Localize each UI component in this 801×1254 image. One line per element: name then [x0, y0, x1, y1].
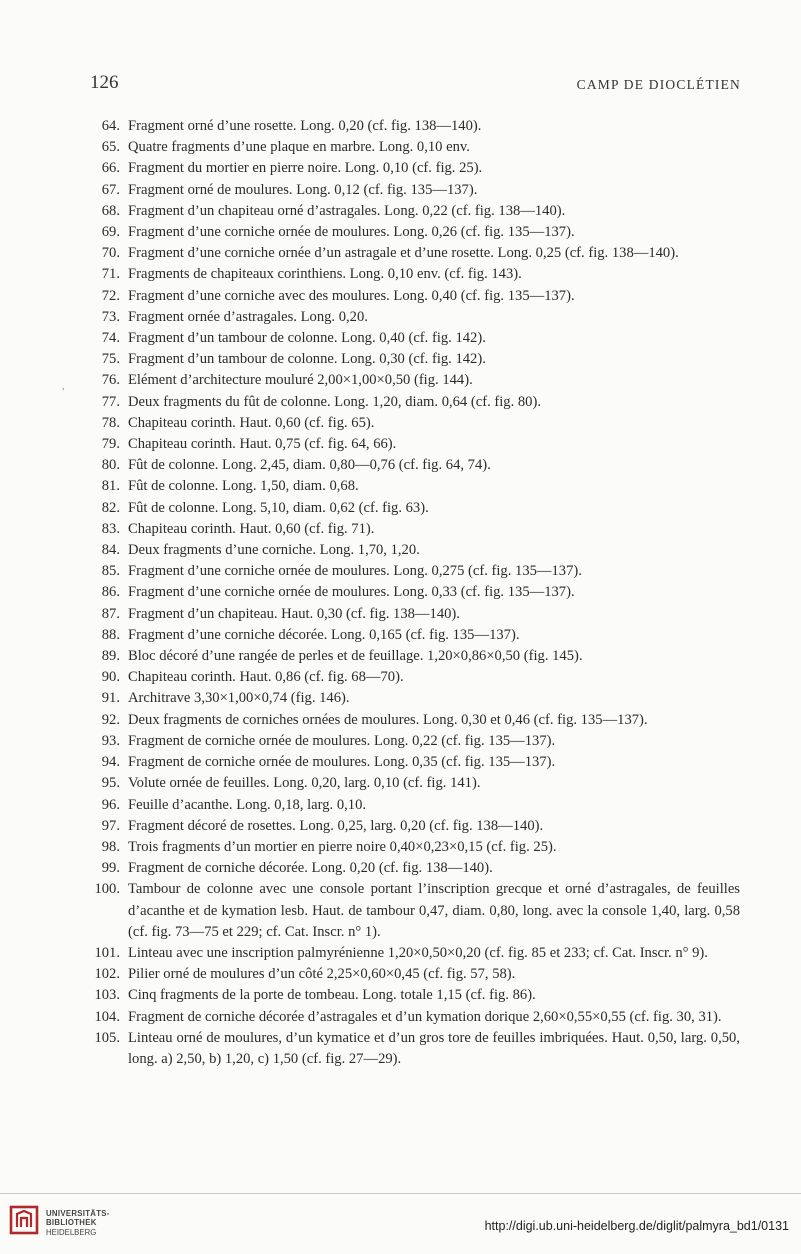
catalogue-entry	[0, 116, 801, 137]
page-number: 126	[90, 72, 119, 93]
entry-number: 82.	[101, 499, 120, 516]
library-name-line3: HEIDELBERG	[46, 1227, 97, 1237]
entry-number: 75.	[101, 351, 120, 368]
running-head: CAMP DE DIOCLÉTIEN	[576, 77, 741, 92]
entry-text: Linteau avec une inscription palmyrénienne 1,20×0,50×0,20 (cf. fig. 85 et 233; cf. Cat. Inscr. n° 9).	[128, 944, 708, 961]
catalogue-entry	[0, 1007, 801, 1028]
catalogue-entry	[0, 349, 801, 370]
entry-number: 83.	[101, 520, 120, 537]
entry-number: 103.	[94, 987, 120, 1004]
entry-number: 96.	[101, 796, 120, 813]
catalogue-entry	[0, 837, 801, 858]
entry-text: Chapiteau corinth. Haut. 0,75 (cf. fig. 64, 66).	[128, 436, 397, 453]
entry-number: 104.	[94, 1008, 120, 1025]
entry-number: 64.	[101, 118, 120, 134]
entry-text: Fragment d’un chapiteau. Haut. 0,30 (cf. fig. 138—140).	[128, 605, 460, 622]
catalogue-entry	[0, 137, 801, 158]
entry-text: Fragment d’un tambour de colonne. Long. 0,30 (cf. fig. 142).	[128, 351, 486, 368]
entry-text: Fragment de corniche ornée de moulures. Long. 0,35 (cf. fig. 135—137).	[128, 754, 556, 771]
catalogue-entry	[0, 561, 801, 582]
entry-text: Fragment d’une corniche ornée d’un astragale et d’une rosette. Long. 0,25 (cf. fig. 138—140).	[128, 245, 679, 262]
entry-text: Fragment décoré de rosettes. Long. 0,25, larg. 0,20 (cf. fig. 138—140).	[128, 817, 544, 834]
entry-number: 93.	[101, 732, 120, 749]
source-url-link[interactable]: http://digi.ub.uni-heidelberg.de/diglit/palmyra_bd1/0131	[484, 1219, 789, 1233]
entry-text: Fragment ornée d’astragales. Long. 0,20.	[128, 308, 368, 325]
entry-text: Fût de colonne. Long. 5,10, diam. 0,62 (cf. fig. 63).	[128, 499, 429, 516]
entry-text: Fût de colonne. Long. 1,50, diam. 0,68.	[128, 478, 359, 495]
catalogue-entry	[0, 476, 801, 497]
catalogue-entry	[0, 604, 801, 625]
entry-number: 87.	[101, 605, 120, 622]
entry-number: 67.	[101, 181, 120, 198]
entry-number: 80.	[101, 457, 120, 474]
entry-text: Fragment du mortier en pierre noire. Long. 0,10 (cf. fig. 25).	[128, 160, 483, 177]
entry-text: Fragment de corniche décorée d’astragales et d’un kymation dorique 2,60×0,55×0,55 (cf. fig. 30, 31).	[128, 1008, 722, 1025]
entry-text: Fragment d’une corniche ornée de moulures. Long. 0,26 (cf. fig. 135—137).	[128, 224, 575, 241]
footer-divider	[0, 1193, 801, 1194]
entry-number: 101.	[94, 944, 120, 961]
catalogue-entry	[0, 752, 801, 773]
entry-text: Deux fragments d’une corniche. Long. 1,70, 1,20.	[128, 542, 420, 559]
entry-number: 76.	[101, 372, 120, 389]
catalogue-entry	[0, 328, 801, 349]
catalogue-entry	[0, 434, 801, 455]
catalogue-entry	[0, 646, 801, 667]
entry-number: 89.	[101, 648, 120, 665]
stray-mark: ,	[62, 381, 65, 392]
catalogue-entry	[0, 816, 801, 837]
library-name	[46, 1209, 110, 1237]
entry-text: Elément d’architecture mouluré 2,00×1,00×0,50 (fig. 144).	[128, 372, 473, 389]
entry-text: Bloc décoré d’une rangée de perles et de feuillage. 1,20×0,86×0,50 (fig. 145).	[128, 648, 583, 665]
entry-number: 66.	[101, 160, 120, 177]
entry-number: 77.	[101, 393, 120, 410]
entry-text: Chapiteau corinth. Haut. 0,60 (cf. fig. 71).	[128, 520, 375, 537]
catalogue-entries	[0, 116, 801, 1070]
library-logo-icon	[8, 1203, 42, 1237]
entry-number: 70.	[101, 245, 120, 262]
entry-text: Volute ornée de feuilles. Long. 0,20, larg. 0,10 (cf. fig. 141).	[128, 775, 481, 792]
entry-number: 97.	[101, 817, 120, 834]
library-name-line1: UNIVERSITÄTS-	[46, 1209, 110, 1218]
entry-number: 79.	[101, 436, 120, 453]
entry-text: Chapiteau corinth. Haut. 0,86 (cf. fig. 68—70).	[128, 669, 404, 686]
catalogue-entry	[0, 943, 801, 964]
catalogue-entry	[0, 879, 801, 943]
catalogue-entry	[0, 667, 801, 688]
catalogue-entry	[0, 498, 801, 519]
catalogue-entry	[0, 158, 801, 179]
catalogue-entry	[0, 582, 801, 603]
entry-number: 102.	[94, 966, 120, 983]
catalogue-entry	[0, 370, 801, 391]
entry-number: 98.	[101, 838, 120, 855]
entry-number: 90.	[101, 669, 120, 686]
entry-text: Fût de colonne. Long. 2,45, diam. 0,80—0,76 (cf. fig. 64, 74).	[128, 457, 491, 474]
catalogue-entry	[0, 688, 801, 709]
entry-number: 73.	[101, 308, 120, 325]
entry-number: 74.	[101, 330, 120, 347]
entry-text: Deux fragments de corniches ornées de moulures. Long. 0,30 et 0,46 (cf. fig. 135—137).	[128, 711, 648, 728]
entry-number: 65.	[101, 139, 120, 156]
entry-number: 91.	[101, 690, 120, 707]
entry-number: 78.	[101, 414, 120, 431]
entry-number: 84.	[101, 542, 120, 559]
entry-number: 68.	[101, 202, 120, 219]
entry-number: 99.	[101, 860, 120, 877]
catalogue-entry	[0, 795, 801, 816]
catalogue-entry	[0, 1028, 801, 1070]
catalogue-entry	[0, 201, 801, 222]
entry-text: Chapiteau corinth. Haut. 0,60 (cf. fig. 65).	[128, 414, 375, 431]
entry-text: Quatre fragments d’une plaque en marbre. Long. 0,10 env.	[128, 139, 470, 156]
entry-text: Fragment de corniche ornée de moulures. Long. 0,22 (cf. fig. 135—137).	[128, 732, 556, 749]
entry-text: Fragment d’un tambour de colonne. Long. 0,40 (cf. fig. 142).	[128, 330, 486, 347]
catalogue-entry	[0, 625, 801, 646]
entry-number: 85.	[101, 563, 120, 580]
catalogue-entry	[0, 985, 801, 1006]
entry-text: Fragments de chapiteaux corinthiens. Long. 0,10 env. (cf. fig. 143).	[128, 266, 522, 283]
catalogue-entry	[0, 773, 801, 794]
entry-number: 86.	[101, 584, 120, 601]
catalogue-entry	[0, 413, 801, 434]
catalogue-entry	[0, 710, 801, 731]
catalogue-entry	[0, 540, 801, 561]
catalogue-entry	[0, 180, 801, 201]
entry-text: Fragment orné de moulures. Long. 0,12 (cf. fig. 135—137).	[128, 181, 478, 198]
entry-number: 69.	[101, 224, 120, 241]
entry-number: 94.	[101, 754, 120, 771]
entry-text: Fragment orné d’une rosette. Long. 0,20 (cf. fig. 138—140).	[128, 118, 482, 134]
entry-text: Fragment de corniche décorée. Long. 0,20 (cf. fig. 138—140).	[128, 860, 493, 877]
entry-text: Fragment d’une corniche décorée. Long. 0,165 (cf. fig. 135—137).	[128, 626, 520, 643]
entry-number: 88.	[101, 626, 120, 643]
catalogue-entry	[0, 392, 801, 413]
entry-text: Cinq fragments de la porte de tombeau. Long. totale 1,15 (cf. fig. 86).	[128, 987, 536, 1004]
entry-number: 81.	[101, 478, 120, 495]
catalogue-entry	[0, 731, 801, 752]
entry-number: 71.	[101, 266, 120, 283]
entry-text: Fragment d’une corniche ornée de moulures. Long. 0,275 (cf. fig. 135—137).	[128, 563, 582, 580]
library-name-line2: BIBLIOTHEK	[46, 1218, 97, 1228]
catalogue-entry	[0, 455, 801, 476]
entry-number: 105.	[94, 1029, 120, 1046]
catalogue-entry	[0, 858, 801, 879]
catalogue-entry	[0, 964, 801, 985]
catalogue-entry	[0, 286, 801, 307]
entry-text: Feuille d’acanthe. Long. 0,18, larg. 0,10.	[128, 796, 367, 813]
entry-text: Deux fragments du fût de colonne. Long. 1,20, diam. 0,64 (cf. fig. 80).	[128, 393, 541, 410]
entry-text: Trois fragments d’un mortier en pierre noire 0,40×0,23×0,15 (cf. fig. 25).	[128, 838, 557, 855]
entry-text: Fragment d’une corniche ornée de moulures. Long. 0,33 (cf. fig. 135—137).	[128, 584, 575, 601]
catalogue-entry	[0, 222, 801, 243]
entry-text: Linteau orné de moulures, d’un kymatice et d’un gros tore de feuilles imbriquées. Haut. 0,50, larg. 0,50, long. a) 2,50, b) 1,20, c) 1,50 (cf. fig. 27—29).	[128, 1029, 740, 1067]
entry-text: Architrave 3,30×1,00×0,74 (fig. 146).	[128, 690, 350, 707]
catalogue-entry	[0, 264, 801, 285]
entry-number: 92.	[101, 711, 120, 728]
entry-text: Tambour de colonne avec une console portant l’inscription grecque et orné d’astragales, de feuilles d’acanthe et de kymation lesb. Haut. de tambour 0,47, diam. 0,80, long. avec la console 1,40, larg. 0,58 (cf. fig. 73—75 et 229; cf. Cat. Inscr. n° 1).	[128, 881, 740, 940]
entry-number: 100.	[94, 881, 120, 898]
entry-text: Pilier orné de moulures d’un côté 2,25×0,60×0,45 (cf. fig. 57, 58).	[128, 966, 516, 983]
entry-text: Fragment d’une corniche avec des moulures. Long. 0,40 (cf. fig. 135—137).	[128, 287, 575, 304]
catalogue-entry	[0, 519, 801, 540]
entry-number: 72.	[101, 287, 120, 304]
page-header	[0, 72, 801, 98]
catalogue-entry	[0, 243, 801, 264]
catalogue-entry	[0, 307, 801, 328]
entry-number: 95.	[101, 775, 120, 792]
entry-text: Fragment d’un chapiteau orné d’astragales. Long. 0,22 (cf. fig. 138—140).	[128, 202, 566, 219]
